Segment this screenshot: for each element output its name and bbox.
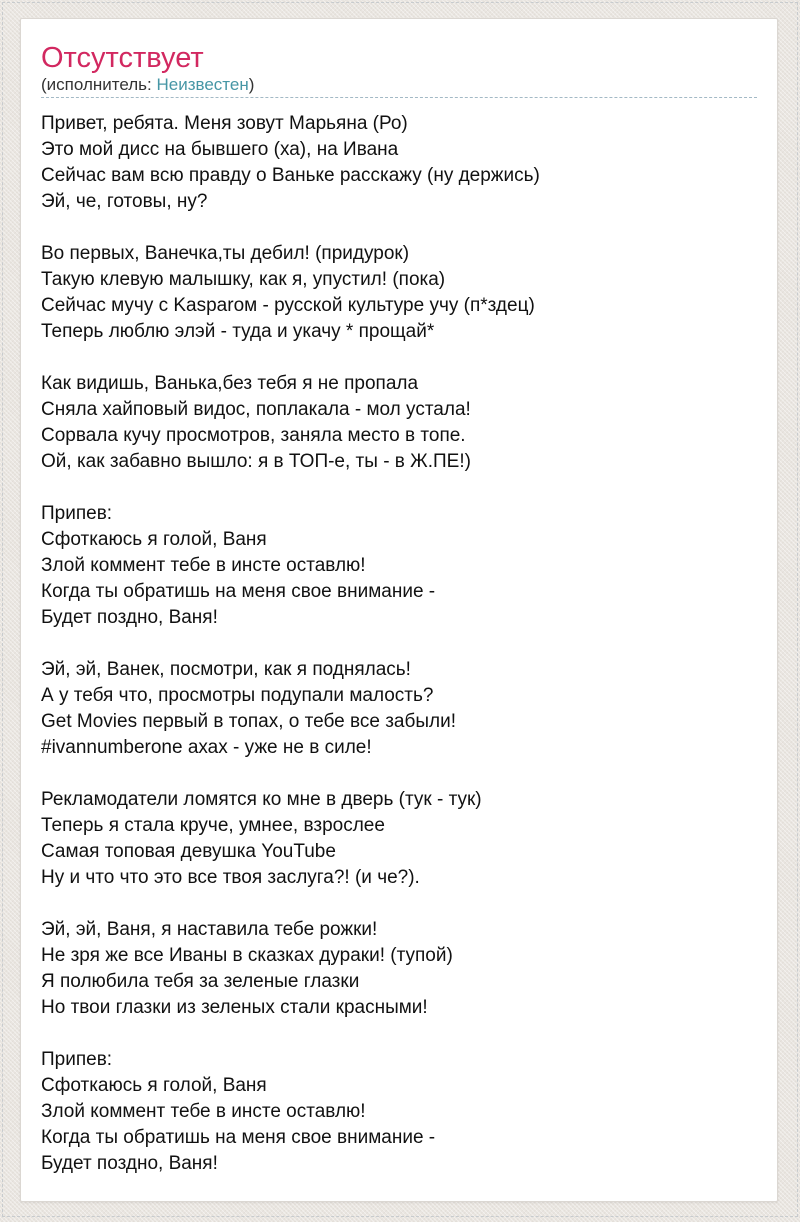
lyric-line: Сейчас вам всю правду о Ваньке расскажу (ну держись) — [41, 165, 540, 186]
lyric-line: Когда ты обратишь на меня свое внимание - — [41, 1127, 436, 1148]
artist-row — [41, 75, 757, 98]
lyric-line: А у тебя что, просмотры подупали малость? — [41, 685, 434, 706]
lyric-line: Не зря же все Иваны в сказках дураки! (тупой) — [41, 945, 453, 966]
stanza-gap — [41, 631, 757, 657]
stanza-gap — [41, 215, 757, 241]
lyrics-card — [20, 18, 778, 1202]
lyric-line: Во первых, Ванечка,ты дебил! (придурок) — [41, 243, 410, 264]
stanza-gap — [41, 475, 757, 501]
lyric-line: Рекламодатели ломятся ко мне в дверь (тук - тук) — [41, 789, 482, 810]
lyric-line: Эй, че, готовы, ну? — [41, 191, 208, 212]
lyric-line: Будет поздно, Ваня! — [41, 1153, 218, 1174]
lyric-line: Ну и что что это все твоя заслуга?! (и че?). — [41, 867, 420, 888]
lyric-line: Когда ты обратишь на меня свое внимание - — [41, 581, 436, 602]
stanza-gap — [41, 891, 757, 917]
lyric-line: Злой коммент тебе в инсте оставлю! — [41, 555, 366, 576]
lyric-line: Но твои глазки из зеленых стали красными! — [41, 997, 428, 1018]
lyric-line: Припев: — [41, 1049, 113, 1070]
lyric-line: Сорвала кучу просмотров, заняла место в топе. — [41, 425, 466, 446]
artist-link[interactable]: Неизвестен — [156, 75, 249, 94]
page-title: Отсутствует — [41, 42, 204, 74]
artist-label-suffix: ) — [248, 75, 255, 94]
lyrics-text — [41, 111, 757, 1177]
lyric-line: Злой коммент тебе в инсте оставлю! — [41, 1101, 366, 1122]
lyric-line: Теперь люблю элэй - туда и укачу * прощай* — [41, 321, 435, 342]
stanza-gap — [41, 345, 757, 371]
lyric-line: Сфоткаюсь я голой, Ваня — [41, 1075, 267, 1096]
lyric-line: #ivannumberone ахах - уже не в силе! — [41, 737, 372, 758]
lyric-line: Самая топовая девушка YouTube — [41, 841, 336, 862]
lyric-line: Припев: — [41, 503, 113, 524]
lyric-line: Я полюбила тебя за зеленые глазки — [41, 971, 360, 992]
lyric-line: Сейчас мучу с Kasparом - русской культуре учу (п*здец) — [41, 295, 535, 316]
lyric-line: Эй, эй, Ванек, посмотри, как я поднялась! — [41, 659, 411, 680]
stanza-gap — [41, 761, 757, 787]
artist-label: (исполнитель: — [41, 75, 157, 94]
lyric-line: Сфоткаюсь я голой, Ваня — [41, 529, 267, 550]
lyric-line: Сняла хайповый видос, поплакала - мол устала! — [41, 399, 471, 420]
lyric-line: Это мой дисс на бывшего (ха), на Ивана — [41, 139, 399, 160]
lyric-line: Привет, ребята. Меня зовут Марьяна (Ро) — [41, 113, 408, 134]
lyric-line: Такую клевую малышку, как я, упустил! (пока) — [41, 269, 446, 290]
lyric-line: Будет поздно, Ваня! — [41, 607, 218, 628]
lyric-line: Ой, как забавно вышло: я в ТОП-е, ты - в Ж.ПЕ!) — [41, 451, 471, 472]
lyric-line: Как видишь, Ванька,без тебя я не пропала — [41, 373, 419, 394]
lyric-line: Теперь я стала круче, умнее, взрослее — [41, 815, 385, 836]
stanza-gap — [41, 1021, 757, 1047]
lyric-line: Get Movies первый в топах, о тебе все забыли! — [41, 711, 456, 732]
lyric-line: Эй, эй, Ваня, я наставила тебе рожки! — [41, 919, 378, 940]
